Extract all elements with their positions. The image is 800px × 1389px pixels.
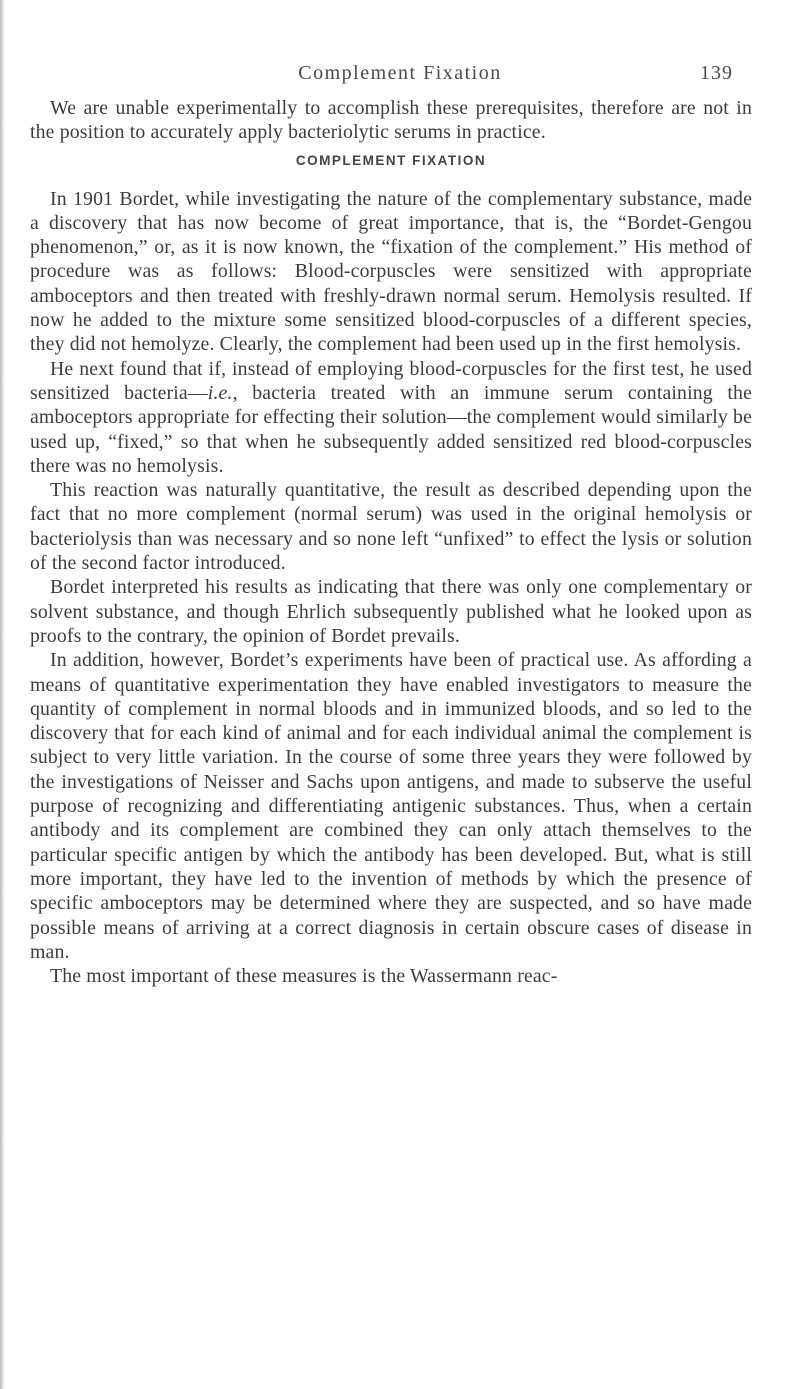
- paragraph-wassermann: The most important of these measures is the Wassermann reac-: [50, 965, 558, 988]
- running-head: [0, 62, 800, 92]
- paragraph-sensitized-bacteria: [30, 357, 752, 478]
- section-heading: COMPLEMENT FIXATION: [295, 152, 487, 168]
- paragraph-bordet-discovery: In 1901 Bordet, while investigating the nature of the complementary substance, made a discovery that has now become of great importance, that is, the “Bordet-Gengou phenomenon,” or, as it is now known, the “fixation of the complement.” His method of procedure was as follows: Blood-corpuscles were sensitized with appropriate amboceptors and then treated with freshly-drawn normal serum. Hemolysis resulted. If now he added to the mixture some sensitized blood-corpuscles of a different species, they did not hemolyze. Clearly, the complement had been used up in the first hemolysis.: [30, 187, 752, 356]
- paragraph-practical-use: In addition, however, Bordet’s experiments have been of practical use. As affording a means of quantitative experimentation they have enabled investigators to measure the quantity of complement in normal bloods and in immunized bloods, and so led to the discovery that for each kind of animal and for each individual animal the complement is subject to very little variation. In the course of some three years they were followed by the investigations of Neisser and Sachs upon antigens, and made to subserve the useful purpose of recognizing and differentiating antigenic substances. Thus, when a certain antibody and its complement are combined they can only attach themselves to the particular specific antigen by which the antibody has been developed. But, what is still more important, they have led to the invention of methods by which the presence of specific amboceptors may be determined where they are suspected, and so have made possible means of arriving at a correct diagnosis in certain obscure cases of disease in man.: [30, 649, 752, 963]
- scan-edge-shadow: [0, 0, 5, 1389]
- body-text: [30, 96, 752, 988]
- page-number: 139: [700, 62, 733, 84]
- paragraph-bordet-interpretation: Bordet interpreted his results as indicating that there was only one complementary or solvent substance, and though Ehrlich subsequently published what he looked upon as proofs to the contrary, the opinion of Bordet prevails.: [30, 576, 752, 647]
- paragraph-quantitative: This reaction was naturally quantitative, the result as described depending upon the fact that no more complement (normal serum) was used in the original hemolysis or bacteriolysis than was necessary and so none left “unfixed” to effect the lysis or solution of the second factor introduced.: [30, 479, 752, 575]
- paragraph-sensitized-bacteria-part-a: He next found that if, instead of employing blood-corpuscles for the first test, he used sensitized bacteria—: [30, 357, 752, 404]
- paragraph-sensitized-bacteria-part-b: , bacteria treated with an immune serum containing the amboceptors appropriate for effecting their solution—the complement would similarly be used up, “fixed,” so that when he subsequently added sensitized red blood-corpuscles there was no hemolysis.: [30, 381, 752, 477]
- ie-abbreviation: i.e.: [207, 381, 233, 404]
- paragraph-intro: We are unable experimentally to accomplish these prerequisites, therefore are not in the position to accurately apply bacteriolytic serums in practice.: [30, 97, 752, 144]
- running-head-title: Complement Fixation: [298, 62, 502, 84]
